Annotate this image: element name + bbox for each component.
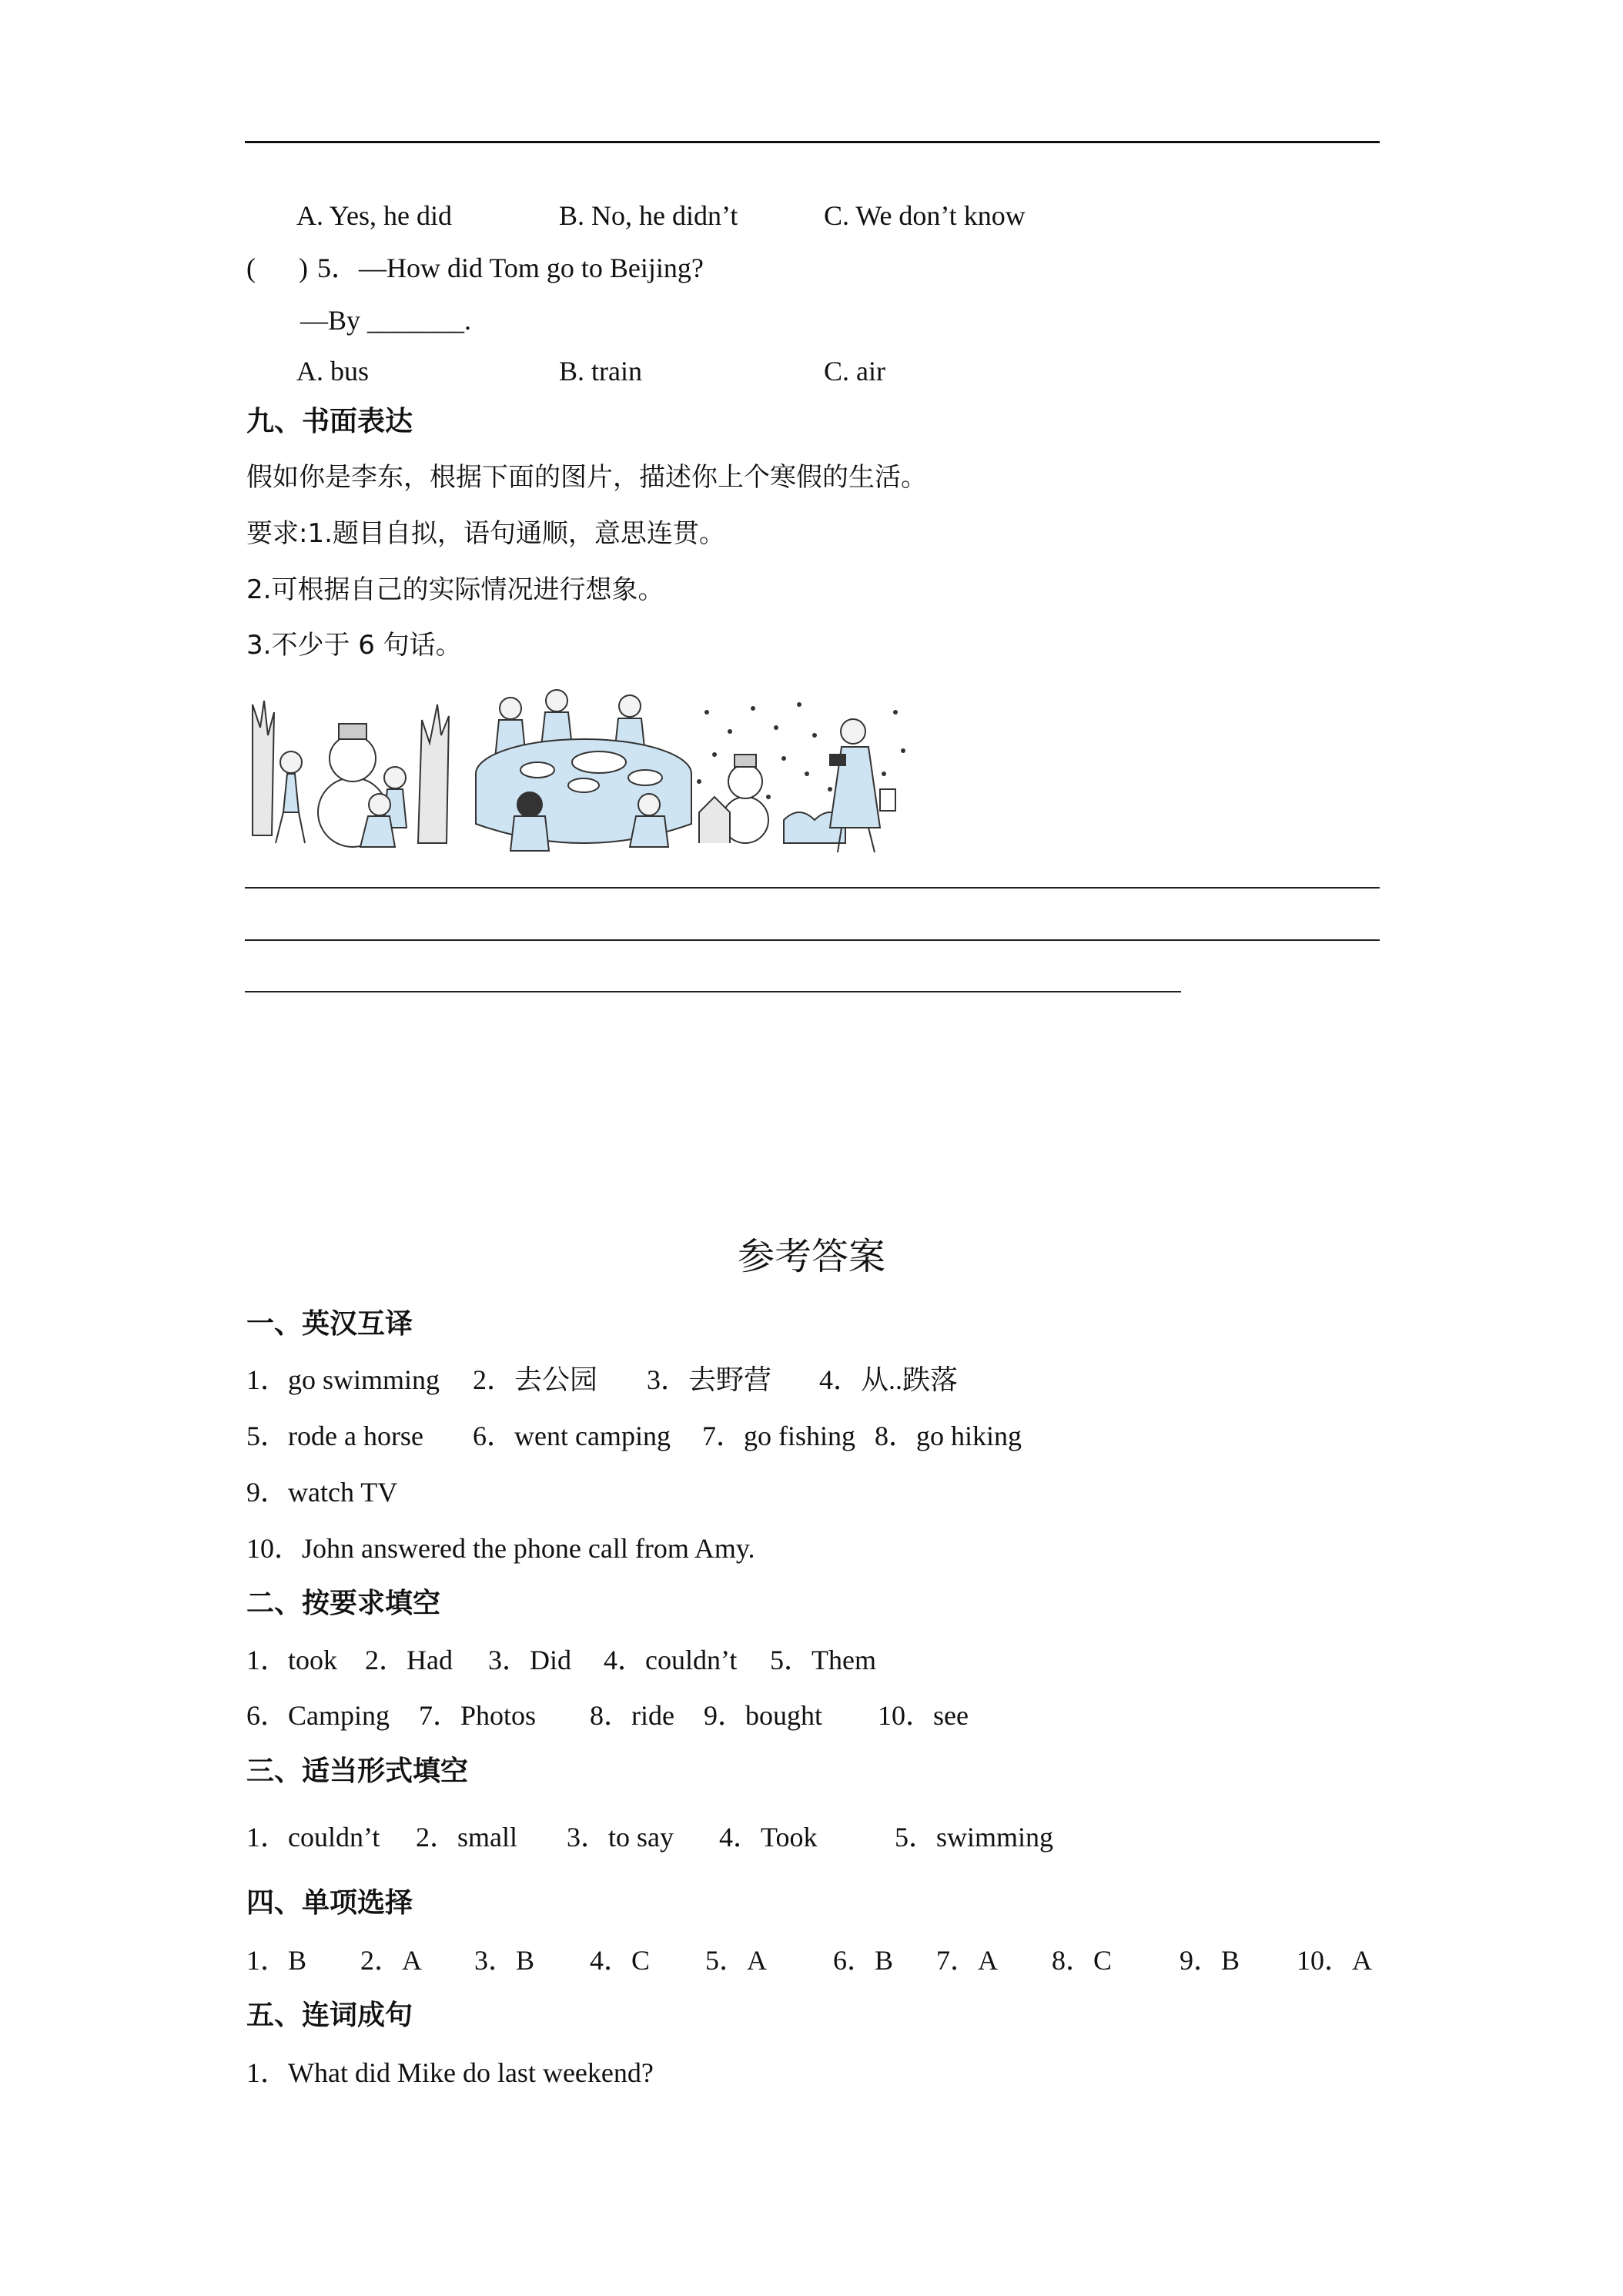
answer-s5-line1: 1．What did Mike do last weekend?	[246, 2057, 654, 2088]
answer-item: 6．went camping	[473, 1421, 671, 1451]
answer-s1-line3: 9．watch TV	[246, 1477, 398, 1508]
answer-item: 3．去野营	[647, 1364, 772, 1395]
snowman-kids-scene	[253, 701, 449, 847]
answer-item: 3．to say	[567, 1822, 674, 1853]
answer-item: 10．A	[1297, 1945, 1372, 1976]
writing-line-1[interactable]	[245, 887, 1380, 889]
answer-item: 8．ride	[590, 1700, 674, 1731]
answer-item: 4．从..跌落	[819, 1364, 959, 1395]
answer-item: 1．B	[246, 1945, 307, 1976]
answer-item: 9．bought	[704, 1700, 823, 1731]
answer-item: 4．C	[590, 1945, 651, 1976]
section9-heading: 九、书面表达	[246, 406, 413, 437]
answer-item: 8．C	[1052, 1945, 1113, 1976]
q5-bracket-close: )	[299, 253, 308, 283]
answer-item: 5．A	[705, 1945, 767, 1976]
answer-s2-heading: 二、按要求填空	[246, 1588, 441, 1619]
q5-answer-line: —By _______.	[300, 305, 472, 336]
answer-item: 1．go swimming	[246, 1364, 440, 1395]
q5-option-c: C. air	[824, 356, 885, 387]
answer-item: 5．Them	[770, 1645, 876, 1675]
answer-item: 7．A	[936, 1945, 998, 1976]
section9-prompt: 假如你是李东，根据下面的图片，描述你上个寒假的生活。	[246, 462, 927, 493]
writing-line-2[interactable]	[245, 939, 1380, 941]
answer-s4-heading: 四、单项选择	[246, 1887, 413, 1919]
q4-option-b: B. No, he didn’t	[559, 200, 738, 231]
answer-item: 2．small	[416, 1822, 517, 1853]
section9-req1: 要求:1.题目自拟，语句通顺，意思连贯。	[246, 518, 725, 549]
answer-item: 5．swimming	[895, 1822, 1054, 1853]
answer-item: 2．去公园	[473, 1364, 598, 1395]
q5-question: 5．—How did Tom go to Beijing?	[317, 253, 704, 283]
answer-s3-heading: 三、适当形式填空	[246, 1755, 469, 1787]
q4-option-c: C. We don’t know	[824, 200, 1026, 231]
answer-item: 5．rode a horse	[246, 1421, 423, 1451]
section9-req2: 2.可根据自己的实际情况进行想象。	[246, 574, 664, 605]
answer-item: 4．Took	[719, 1822, 818, 1853]
answer-item: 10．see	[878, 1700, 969, 1731]
answer-item: 1．couldn’t	[246, 1822, 380, 1853]
answer-item: 2．Had	[365, 1645, 453, 1675]
q5-bracket-open: (	[246, 253, 256, 283]
q5-option-b: B. train	[559, 356, 642, 387]
answer-item: 3．Did	[488, 1645, 572, 1675]
answer-item: 2．A	[360, 1945, 422, 1976]
section9-req3: 3.不少于 6 句话。	[246, 630, 462, 661]
snow-photo-scene	[697, 702, 905, 852]
q4-option-a: A. Yes, he did	[296, 200, 453, 231]
answer-item: 7．Photos	[419, 1700, 537, 1731]
answer-item: 4．couldn’t	[604, 1645, 738, 1675]
q5-option-a: A. bus	[296, 356, 370, 387]
answer-s1-heading: 一、英汉互译	[246, 1308, 413, 1340]
answer-item: 8．go hiking	[875, 1421, 1022, 1451]
writing-line-3[interactable]	[245, 991, 1181, 992]
answer-item: 6．Camping	[246, 1700, 390, 1731]
answer-item: 1．took	[246, 1645, 338, 1675]
answer-item: 3．B	[474, 1945, 535, 1976]
answer-item: 7．go fishing	[702, 1421, 856, 1451]
winter-holiday-illustration	[245, 689, 909, 858]
family-dinner-scene	[476, 690, 691, 851]
answer-item: 9．B	[1180, 1945, 1240, 1976]
top-divider	[245, 141, 1380, 143]
answer-item: 6．B	[833, 1945, 894, 1976]
answer-s1-line4: 10．John answered the phone call from Amy.	[246, 1533, 755, 1564]
answer-s5-heading: 五、连词成句	[246, 2000, 413, 2031]
answer-key-title: 参考答案	[737, 1235, 885, 1278]
